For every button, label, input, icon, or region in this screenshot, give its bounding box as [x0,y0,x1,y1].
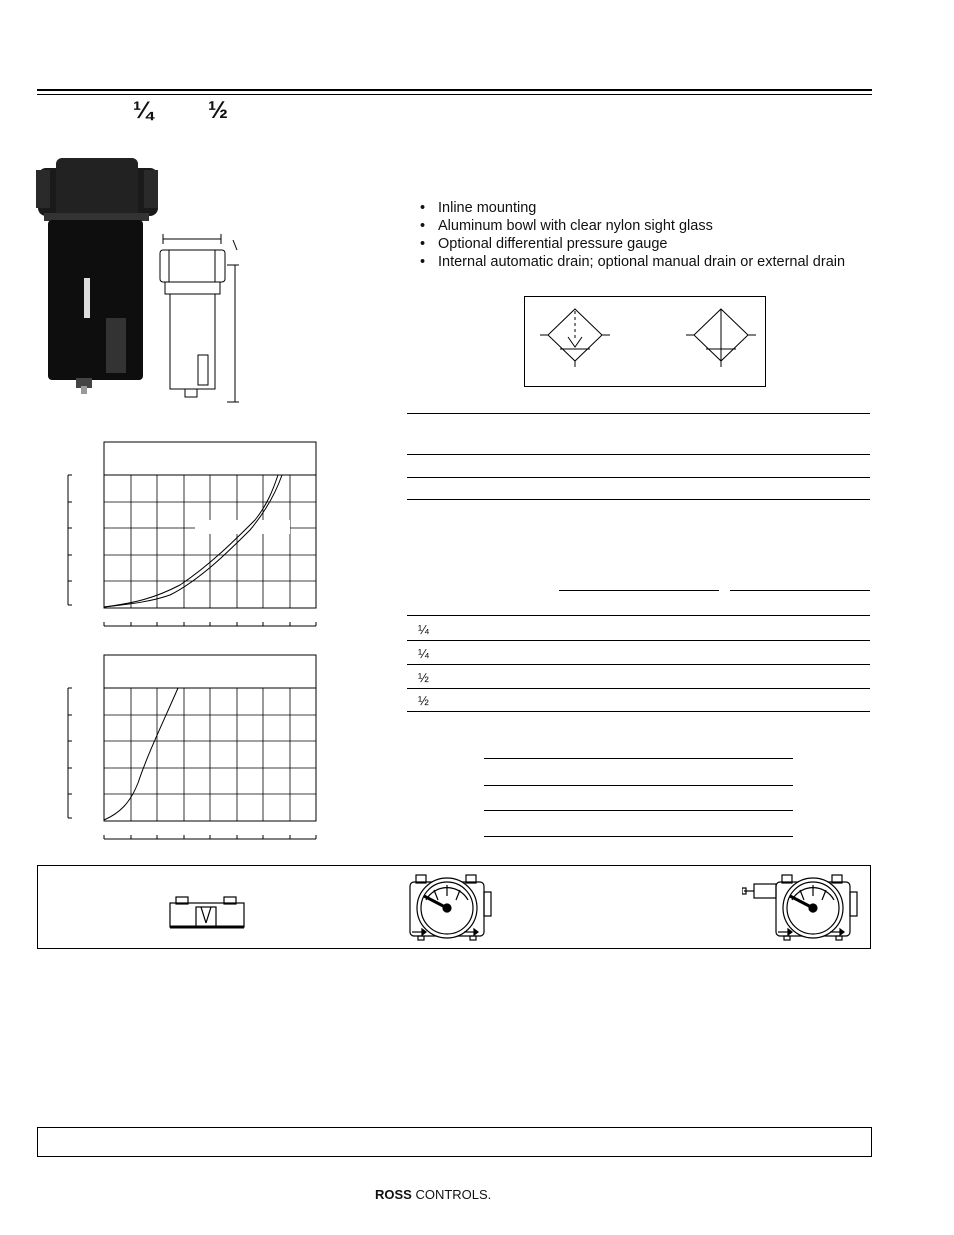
order-table-rule [559,590,719,591]
mounting-bracket-icon [166,893,248,931]
order-table-rule [730,590,870,591]
flow-chart-2 [60,653,325,848]
accessory-table-rule [484,810,793,811]
order-table-rule [407,688,870,689]
accessory-table-rule [484,758,793,759]
feature-item: • Inline mounting [420,199,845,217]
order-table-rule [407,711,870,712]
top-rule-thin [37,94,872,95]
order-table-rule [407,664,870,665]
top-rule [37,89,872,91]
feature-item: • Aluminum bowl with clear nylon sight glass [420,217,845,235]
spec-table-rule [407,454,870,455]
filter-symbol-icon [540,305,610,370]
order-table-rule [407,640,870,641]
brand-bold: ROSS [375,1187,412,1202]
feature-item: • Internal automatic drain; optional manual drain or external drain [420,253,845,271]
title-fraction-quarter: ¼ [133,97,154,124]
order-table-rule [407,615,870,616]
flow-chart-1 [60,440,325,635]
feature-list [420,199,845,271]
feature-item: • Optional differential pressure gauge [420,235,845,253]
accessory-table-rule [484,836,793,837]
pressure-gauge-icon [406,872,492,942]
spec-table-rule [407,499,870,500]
table-row-size: ¼ [418,622,429,637]
pressure-gauge-switch-icon [742,872,860,942]
dimension-drawing [155,230,245,410]
note-box [37,1127,872,1157]
table-row-size: ½ [418,693,429,708]
spec-table-rule [407,477,870,478]
table-row-size: ¼ [418,646,429,661]
spec-table-rule [407,413,870,414]
footer-brand [375,1187,491,1202]
title-fraction-half: ½ [208,97,229,124]
table-row-size: ½ [418,670,429,685]
product-photo [36,158,161,394]
brand-rest: CONTROLS. [411,1187,492,1202]
filter-symbol-alt-icon [686,305,756,370]
accessory-table-rule [484,785,793,786]
